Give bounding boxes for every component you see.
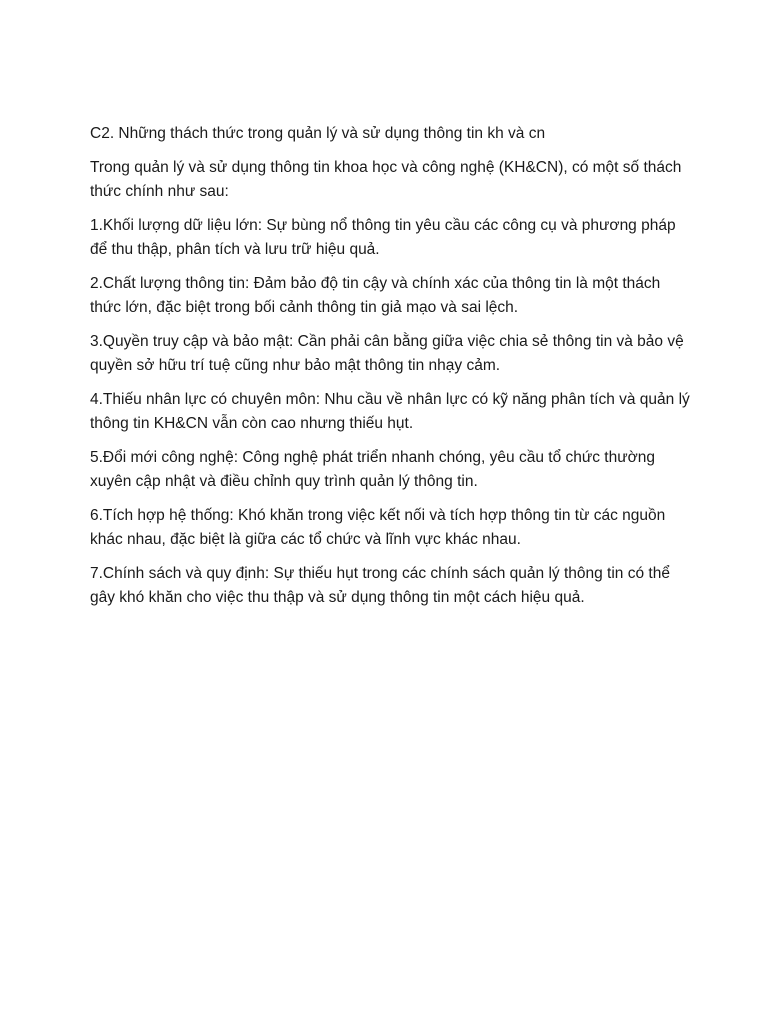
challenge-item-7: 7.Chính sách và quy định: Sự thiếu hụt trong các chính sách quản lý thông tin có thể gây khó khăn cho việc thu thập và sử dụng thông tin một cách hiệu quả. <box>90 565 670 606</box>
document-heading: C2. Những thách thức trong quản lý và sử dụng thông tin kh và cn <box>90 125 546 142</box>
intro-paragraph: Trong quản lý và sử dụng thông tin khoa học và công nghệ (KH&CN), có một số thách thức chính như sau: <box>90 159 682 200</box>
challenge-item-6: 6.Tích hợp hệ thống: Khó khăn trong việc kết nối và tích hợp thông tin từ các nguồn khác nhau, đặc biệt là giữa các tổ chức và lĩnh vực khác nhau. <box>90 507 666 548</box>
challenge-item-1: 1.Khối lượng dữ liệu lớn: Sự bùng nổ thông tin yêu cầu các công cụ và phương pháp để thu thập, phân tích và lưu trữ hiệu quả. <box>90 217 676 258</box>
challenge-item-5: 5.Đổi mới công nghệ: Công nghệ phát triển nhanh chóng, yêu cầu tổ chức thường xuyên cập nhật và điều chỉnh quy trình quản lý thông tin. <box>90 449 656 490</box>
challenge-item-4: 4.Thiếu nhân lực có chuyên môn: Nhu cầu về nhân lực có kỹ năng phân tích và quản lý thông tin KH&CN vẫn còn cao nhưng thiếu hụt. <box>90 391 690 432</box>
challenge-item-2: 2.Chất lượng thông tin: Đảm bảo độ tin cậy và chính xác của thông tin là một thách thức lớn, đặc biệt trong bối cảnh thông tin giả mạo và sai lệch. <box>90 275 661 316</box>
document-body <box>90 122 690 620</box>
challenge-item-3: 3.Quyền truy cập và bảo mật: Cần phải cân bằng giữa việc chia sẻ thông tin và bảo vệ quyền sở hữu trí tuệ cũng như bảo mật thông tin nhạy cảm. <box>90 333 684 374</box>
